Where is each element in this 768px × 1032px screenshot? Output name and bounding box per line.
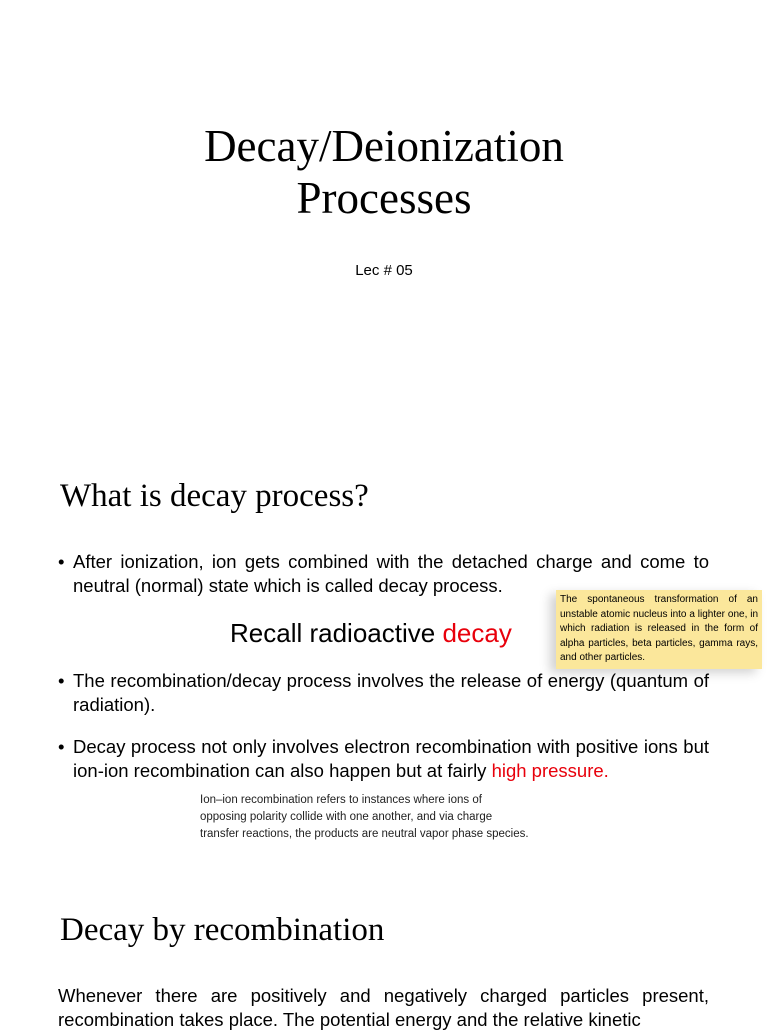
- title-line-1: Decay/Deionization: [204, 121, 564, 171]
- bullet-text: After ionization, ion gets combined with the detached charge and come to neutral (normal) state which is called decay process.: [73, 551, 709, 596]
- bullet-text: The recombination/decay process involves the release of energy (quantum of radiation).: [73, 670, 709, 715]
- bullet-text-main: Decay process not only involves electron recombination with positive ions but ion-ion recombination can also happen but at fairly: [73, 736, 709, 781]
- note-line-2: opposing polarity collide with one another, and via charge: [200, 811, 493, 823]
- bullet-item: [58, 669, 709, 717]
- title-slide: [0, 0, 768, 450]
- bullet-dot-icon: •: [58, 736, 65, 757]
- lecture-number: Lec # 05: [355, 262, 413, 279]
- bullet-text: [73, 735, 709, 783]
- bullet-item: [58, 735, 709, 783]
- bullet-dot-icon: •: [58, 551, 65, 572]
- recombination-slide: [0, 870, 768, 1030]
- definition-sticky-note: The spontaneous transformation of an unstable atomic nucleus into a lighter one, in which radiation is released in the form of alpha particles, beta particles, gamma rays, and other particles.: [556, 590, 762, 669]
- slide-heading: What is decay process?: [60, 478, 369, 514]
- recall-prefix: Recall radioactive: [230, 618, 443, 648]
- recall-highlight: decay: [442, 618, 512, 648]
- slide-paragraph: Whenever there are positively and negatively charged particles present, recombination takes place. The potential energy and the relative kinetic: [58, 985, 709, 1030]
- bullet-dot-icon: •: [58, 670, 65, 691]
- recall-line: [230, 618, 512, 649]
- ion-recombination-note: [200, 792, 590, 843]
- slide-heading: Decay by recombination: [60, 912, 385, 948]
- title-line-2: Processes: [296, 173, 472, 223]
- bullet-text-highlight: high pressure.: [491, 760, 609, 781]
- note-line-3: transfer reactions, the products are neutral vapor phase species.: [200, 828, 529, 840]
- note-line-1: Ion–ion recombination refers to instances where ions of: [200, 794, 482, 806]
- decay-process-slide: [0, 450, 768, 870]
- slide-title: [0, 120, 768, 224]
